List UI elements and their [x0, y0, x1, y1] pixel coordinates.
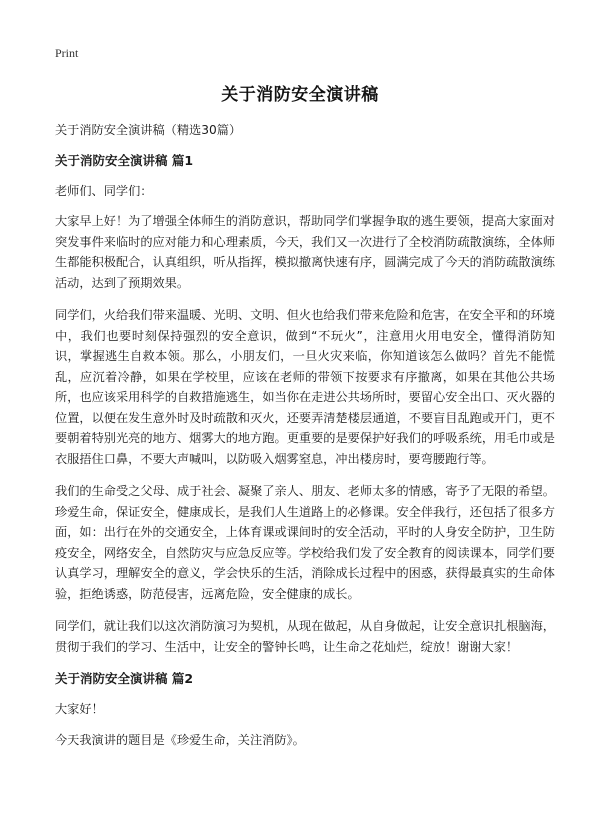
page-title: 关于消防安全演讲稿 [221, 85, 379, 105]
paragraph: 今天我演讲的题目是《珍爱生命，关注消防》。 [55, 732, 305, 747]
paragraph: 同学们，火给我们带来温暖、光明、文明、但火也给我们带来危险和危害，在安全平和的环境中，我们也要时刻保持强烈的安全意识，做到“不玩火”，注意用火用电安全，懂得消防知识，掌握逃生自救本领。那么，小朋友们，一旦火灾来临，你知道该怎么做吗？首先不能慌乱，应沉着冷静，如果在学校里，应该在老师的带领下按要求有序撤离，如果在其他公共场所，也应该采用科学的自救措施逃生，如当你在走进公共场所时，要留心安全出口、灭火器的位置，以便在发生意外时及时疏散和灭火，还要弄清楚楼层通道，不要盲目乱跑或开门，更不要朝着特别光亮的地方、烟雾大的地方跑。更重要的是要保护好我们的呼吸系统，用毛巾或是衣服捂住口鼻，不要大声喊叫，以防吸入烟雾窒息，冲出楼房时，要弯腰跑行等。 [55, 308, 555, 466]
article-body [55, 120, 555, 762]
paragraph: 我们的生命受之父母、成于社会、凝聚了亲人、朋友、老师太多的情感，寄予了无限的希望。珍爱生命，保证安全，健康成长，是我们人生道路上的必修课。安全伴我行，还包括了很多方面，如：出行在外的交通安全，上体育课或课间时的安全活动，平时的人身安全防护，卫生防疫安全，网络安全，自然防灾与应急反应等。学校给我们发了安全教育的阅读课本，同学们要认真学习，理解安全的意义，学会快乐的生活，消除成长过程中的困惑，获得最真实的生命体验，拒绝诱惑，防范侵害，远离危险，安全健康的成长。 [55, 484, 555, 601]
paragraph: 大家早上好！为了增强全体师生的消防意识，帮助同学们掌握争取的逃生要领，提高大家面对突发事件来临时的应对能力和心理素质，今天，我们又一次进行了全校消防疏散演练，全体师生都能积极配合，认真组织，听从指挥，模拟撤离快速有序，圆满完成了今天的消防疏散演练活动，达到了预期效果。 [55, 214, 555, 290]
paragraph: 老师们、同学们： [55, 183, 153, 198]
section-heading: 关于消防安全演讲稿 篇1 [55, 152, 194, 168]
paragraph: 同学们，就让我们以这次消防演习为契机，从现在做起，从自身做起，让安全意识扎根脑海，贯彻于我们的学习、生活中，让安全的警钟长鸣，让生命之花灿烂，绽放！谢谢大家！ [55, 619, 555, 654]
paragraph: 大家好！ [55, 702, 104, 716]
article-subtitle: 关于消防安全演讲稿（精选30篇） [55, 123, 242, 137]
section-heading: 关于消防安全演讲稿 篇2 [55, 671, 194, 686]
print-link[interactable]: Print [55, 46, 79, 60]
